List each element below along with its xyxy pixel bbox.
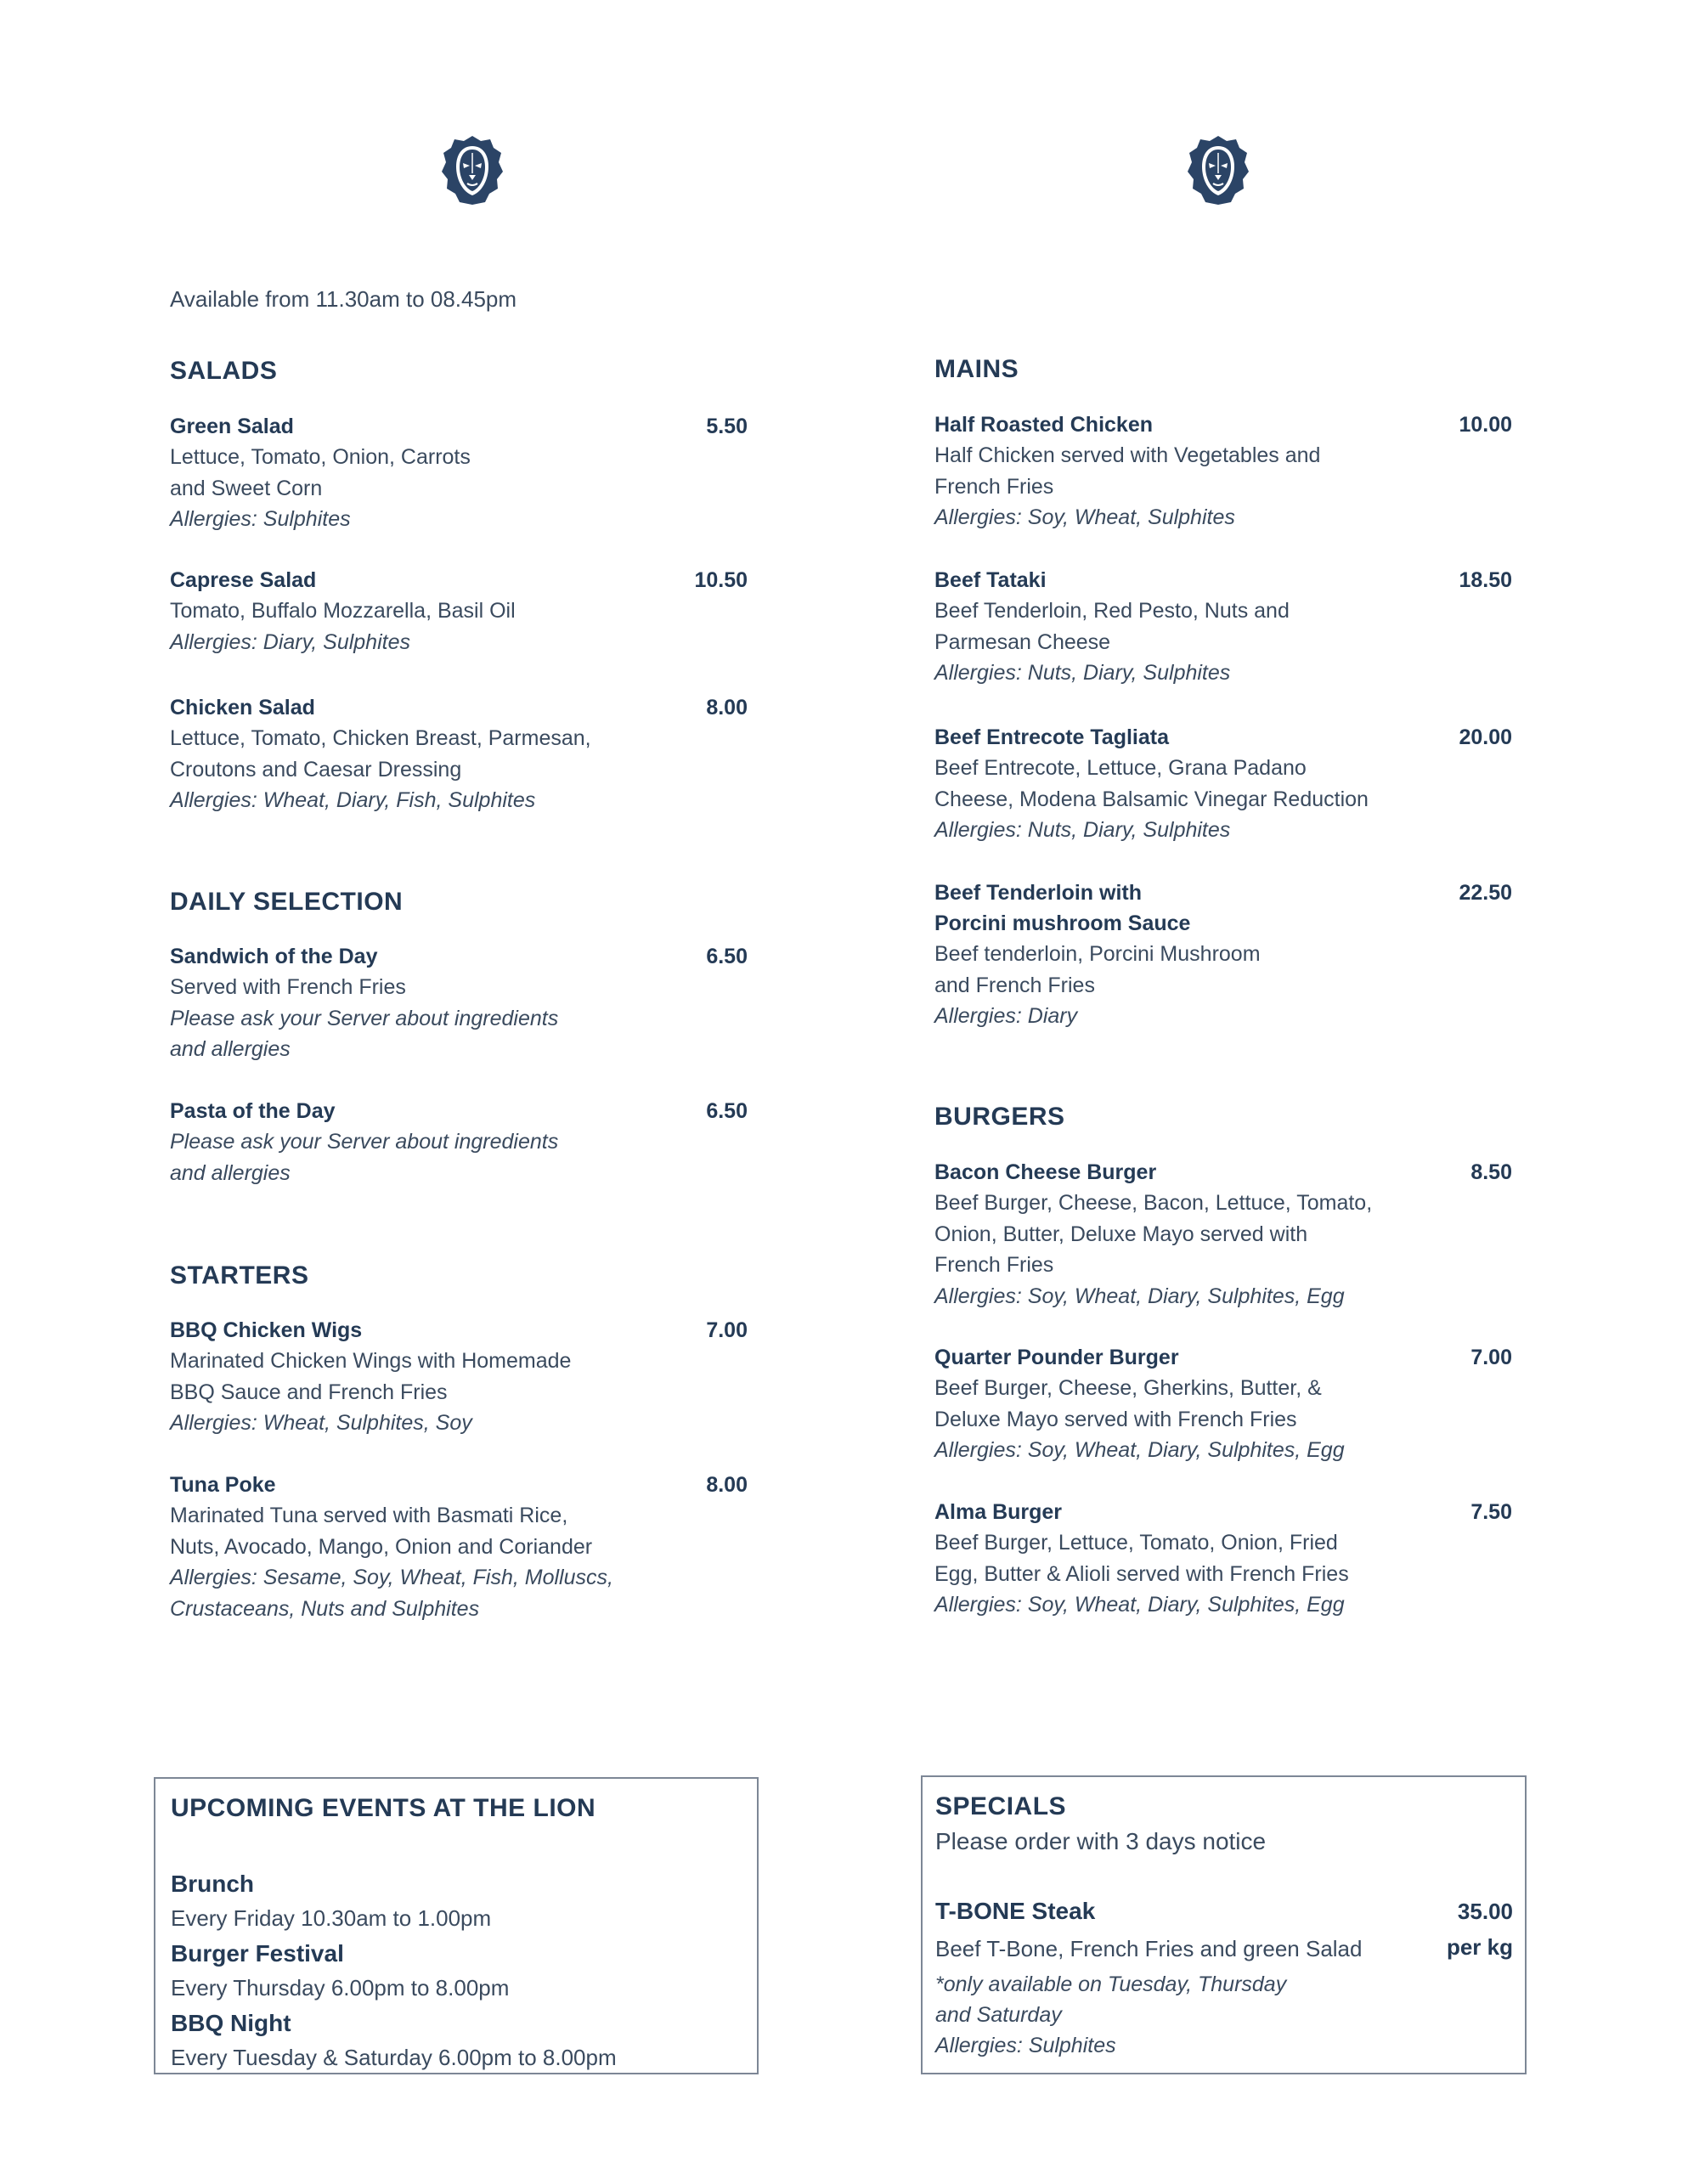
- item-description: Lettuce, Tomato, Onion, Carrots: [170, 445, 471, 469]
- item-price: 8.00: [706, 696, 748, 720]
- item-allergies: Allergies: Sulphites: [170, 507, 351, 531]
- menu-item: [934, 878, 1512, 1032]
- item-allergies: and allergies: [170, 1160, 291, 1185]
- item-name: Chicken Salad: [170, 696, 315, 720]
- item-description: French Fries: [934, 1253, 1054, 1277]
- item-description: Nuts, Avocado, Mango, Onion and Coriander: [170, 1534, 593, 1559]
- item-name: Pasta of the Day: [170, 1099, 336, 1123]
- item-description: Served with French Fries: [170, 975, 406, 999]
- section-title-starters: STARTERS: [170, 1261, 309, 1290]
- item-name: Beef Entrecote Tagliata: [934, 725, 1170, 749]
- menu-item: [934, 565, 1512, 689]
- item-price: 10.00: [1459, 413, 1512, 437]
- menu-item: [170, 1315, 748, 1439]
- event-time: Every Thursday 6.00pm to 8.00pm: [171, 1975, 510, 2001]
- item-allergies: Allergies: Soy, Wheat, Sulphites: [934, 505, 1235, 529]
- item-name: Beef Tataki: [934, 568, 1047, 592]
- section-title-salads: SALADS: [170, 357, 278, 385]
- event-time: Every Friday 10.30am to 1.00pm: [171, 1905, 492, 1931]
- item-name: Bacon Cheese Burger: [934, 1160, 1157, 1184]
- item-allergies: Allergies: Diary, Sulphites: [170, 629, 410, 654]
- item-name: Half Roasted Chicken: [934, 413, 1154, 437]
- specials-title: SPECIALS: [935, 1792, 1067, 1820]
- item-description: Parmesan Cheese: [934, 629, 1111, 654]
- item-description: Onion, Butter, Deluxe Mayo served with: [934, 1222, 1308, 1246]
- item-description: Beef tenderloin, Porcini Mushroom: [934, 942, 1261, 966]
- menu-item: [934, 1157, 1512, 1312]
- item-description: and French Fries: [934, 973, 1095, 997]
- item-description: BBQ Sauce and French Fries: [170, 1380, 448, 1404]
- special-desc: Beef T-Bone, French Fries and green Salad: [935, 1936, 1363, 1961]
- item-allergies: and allergies: [170, 1037, 291, 1061]
- item-price: 7.00: [1470, 1346, 1512, 1369]
- item-name: Sandwich of the Day: [170, 945, 378, 968]
- item-description: Egg, Butter & Alioli served with French Fries: [934, 1561, 1349, 1586]
- item-description: Beef Burger, Lettuce, Tomato, Onion, Fried: [934, 1531, 1338, 1555]
- item-allergies: Allergies: Soy, Wheat, Diary, Sulphites, Egg: [934, 1438, 1345, 1462]
- item-allergies: Allergies: Wheat, Sulphites, Soy: [170, 1411, 472, 1435]
- item-allergies: Allergies: Wheat, Diary, Fish, Sulphites: [170, 788, 536, 812]
- special-price: 35.00: [1457, 1899, 1513, 1924]
- item-allergies: Allergies: Nuts, Diary, Sulphites: [934, 818, 1231, 842]
- event-name: Brunch: [171, 1871, 254, 1897]
- item-description: French Fries: [934, 474, 1054, 499]
- item-name: BBQ Chicken Wigs: [170, 1318, 363, 1342]
- event-item: [171, 1937, 617, 2005]
- item-name: Tuna Poke: [170, 1473, 276, 1497]
- special-unit: per kg: [1446, 1934, 1513, 1960]
- events-box: [154, 1777, 759, 2074]
- event-item: [171, 1867, 617, 1935]
- item-description: Beef Entrecote, Lettuce, Grana Padano: [934, 756, 1307, 780]
- special-note-line: *only available on Tuesday, Thursday: [935, 1972, 1287, 1996]
- event-name: Burger Festival: [171, 1940, 344, 1967]
- item-description: Deluxe Mayo served with French Fries: [934, 1407, 1297, 1431]
- item-name: Caprese Salad: [170, 568, 317, 592]
- item-name: Quarter Pounder Burger: [934, 1346, 1179, 1369]
- item-allergies: Please ask your Server about ingredients: [170, 1006, 559, 1030]
- availability-note: Available from 11.30am to 08.45pm: [170, 286, 517, 312]
- menu-item: [934, 409, 1512, 533]
- menu-item: [170, 692, 748, 816]
- menu-item: [170, 565, 748, 657]
- events-list: [171, 1867, 617, 2074]
- specials-subtitle: Please order with 3 days notice: [935, 1828, 1267, 1854]
- menu-item: [170, 411, 748, 535]
- event-item: [171, 2006, 617, 2074]
- menu-item: [934, 722, 1512, 846]
- item-price: 22.50: [1459, 881, 1512, 905]
- menu-item: [170, 941, 748, 1065]
- menu-item: [170, 1470, 748, 1624]
- item-description: Croutons and Caesar Dressing: [170, 757, 462, 782]
- item-allergies: Allergies: Diary: [934, 1004, 1078, 1028]
- item-allergies: Crustaceans, Nuts and Sulphites: [170, 1596, 480, 1621]
- item-price: 7.00: [706, 1318, 748, 1342]
- item-price: 10.50: [694, 568, 748, 592]
- item-allergies: Allergies: Soy, Wheat, Diary, Sulphites, Egg: [934, 1284, 1345, 1308]
- item-description: Marinated Tuna served with Basmati Rice,: [170, 1504, 568, 1527]
- item-name: Beef Tenderloin with: [934, 881, 1142, 905]
- menu-item: [934, 1342, 1512, 1466]
- item-description: Marinated Chicken Wings with Homemade: [170, 1349, 572, 1373]
- item-description: Beef Tenderloin, Red Pesto, Nuts and: [934, 599, 1290, 623]
- item-description: and Sweet Corn: [170, 476, 323, 500]
- item-description: Lettuce, Tomato, Chicken Breast, Parmesan,: [170, 726, 591, 750]
- special-item-name: T-BONE Steak: [935, 1898, 1096, 1924]
- item-name: Green Salad: [170, 415, 294, 438]
- section-title-mains: MAINS: [934, 355, 1019, 383]
- menu-item: [934, 1497, 1512, 1621]
- events-title: UPCOMING EVENTS AT THE LION: [171, 1794, 596, 1822]
- item-allergies: Allergies: Soy, Wheat, Diary, Sulphites, Egg: [934, 1593, 1345, 1617]
- event-time: Every Tuesday & Saturday 6.00pm to 8.00pm: [171, 2045, 617, 2070]
- item-description: Beef Burger, Cheese, Gherkins, Butter, &: [934, 1376, 1322, 1400]
- item-allergies: Allergies: Nuts, Diary, Sulphites: [934, 661, 1231, 685]
- special-allergies: Allergies: Sulphites: [935, 2034, 1116, 2057]
- section-title-burgers: BURGERS: [934, 1103, 1065, 1131]
- item-price: 18.50: [1459, 568, 1512, 592]
- item-description: Half Chicken served with Vegetables and: [934, 443, 1321, 467]
- section-title-daily-selection: DAILY SELECTION: [170, 888, 404, 916]
- item-name: Alma Burger: [934, 1500, 1063, 1524]
- item-allergies: Allergies: Sesame, Soy, Wheat, Fish, Molluscs,: [170, 1566, 613, 1589]
- item-price: 6.50: [706, 1099, 748, 1123]
- item-price: 5.50: [706, 415, 748, 438]
- item-name: Porcini mushroom Sauce: [934, 911, 1191, 935]
- specials-box: [921, 1775, 1527, 2074]
- item-price: 6.50: [706, 945, 748, 968]
- item-description: Beef Burger, Cheese, Bacon, Lettuce, Tomato,: [934, 1191, 1373, 1215]
- event-name: BBQ Night: [171, 2010, 291, 2036]
- item-price: 7.50: [1470, 1500, 1512, 1524]
- menu-item: [170, 1096, 748, 1188]
- item-price: 20.00: [1459, 725, 1512, 749]
- special-note-line: and Saturday: [935, 2003, 1062, 2027]
- item-price: 8.00: [706, 1473, 748, 1497]
- item-allergies: Please ask your Server about ingredients: [170, 1130, 559, 1154]
- item-description: Tomato, Buffalo Mozzarella, Basil Oil: [170, 599, 516, 623]
- item-description: Cheese, Modena Balsamic Vinegar Reduction: [934, 787, 1369, 811]
- item-price: 8.50: [1470, 1160, 1512, 1184]
